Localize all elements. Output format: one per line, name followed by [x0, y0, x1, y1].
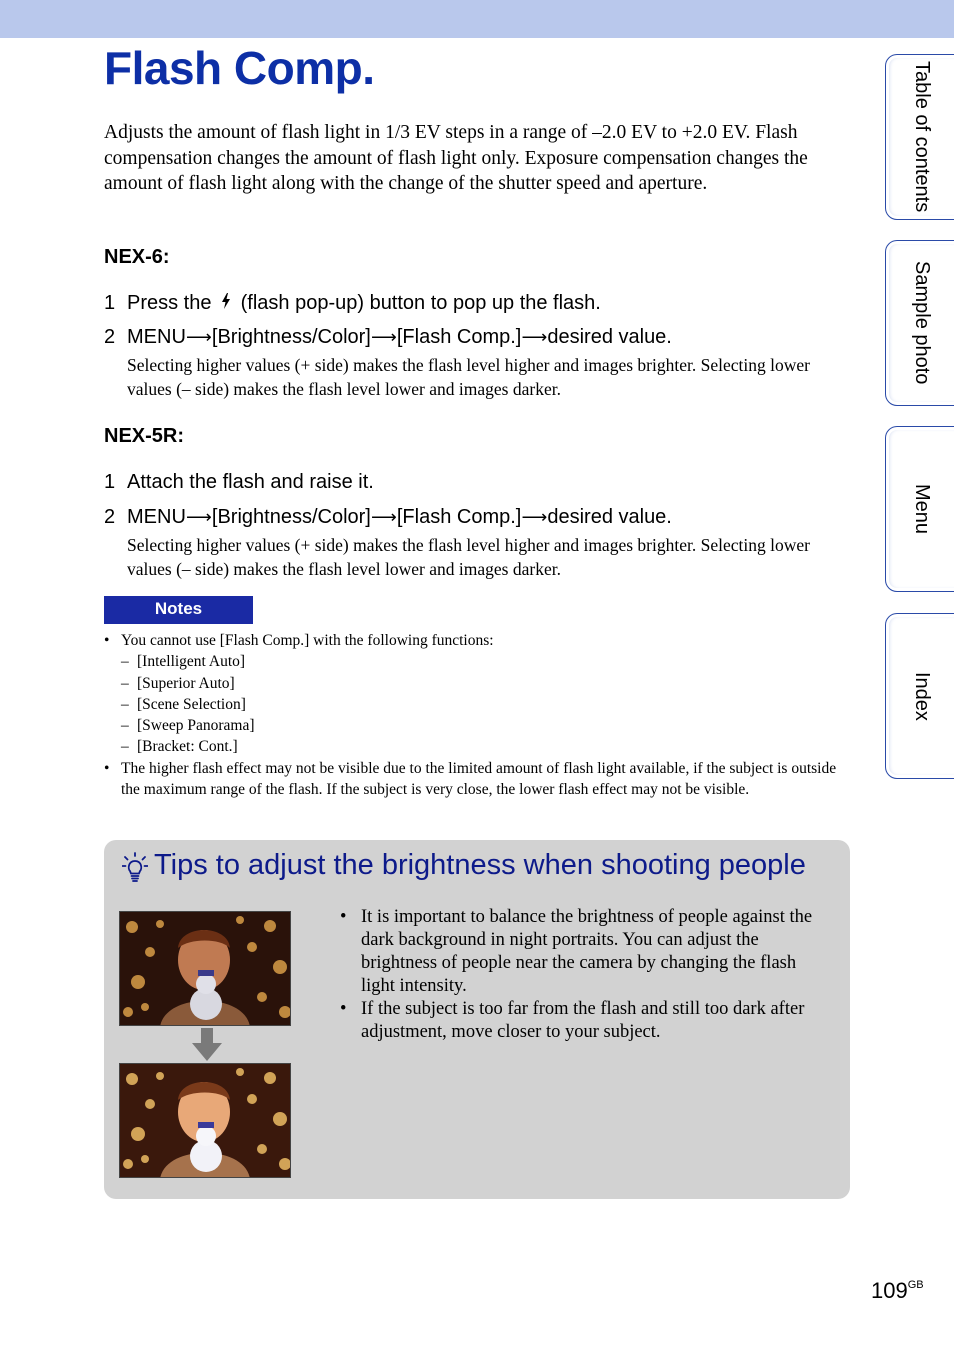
- nex5r-step-2: [104, 504, 844, 530]
- page-title: Flash Comp.: [104, 42, 375, 94]
- step-number: 1: [104, 292, 116, 314]
- menu-path-item: [Flash Comp.]: [396, 326, 522, 348]
- nex6-heading: NEX-6:: [104, 246, 170, 268]
- nex6-step-2: [104, 324, 844, 350]
- page-number: $109^{GB}$: [871, 1278, 924, 1303]
- step-number: 1: [104, 471, 116, 493]
- lightbulb-icon: [122, 852, 148, 882]
- arrow-right-icon: ⟶: [370, 327, 397, 347]
- arrow-right-icon: ⟶: [185, 507, 212, 527]
- menu-path-item: desired value.: [547, 506, 672, 528]
- tip-item: • If the subject is too far from the flash and still too dark after adjustment, move closer to your subject.: [340, 999, 805, 1042]
- tips-box: [104, 840, 850, 1199]
- menu-path-item: [Flash Comp.]: [396, 506, 522, 528]
- note-item: • The higher flash effect may not be visible due to the limited amount of flash light available, if the subject is outside the maximum range of the flash. If the subject is very close, the lower flash effect may not be visible.: [104, 759, 837, 799]
- tips-list: [340, 906, 828, 1044]
- menu-path-item: MENU: [127, 506, 186, 528]
- tip-item: • It is important to balance the brightness of people against the dark background in night portraits. You can adjust the brightness of people near the camera by changing the flash light intensity.: [340, 907, 813, 996]
- menu-path-item: desired value.: [547, 326, 672, 348]
- step-number: 2: [104, 506, 116, 528]
- sample-photo-after: [119, 1063, 291, 1178]
- step-text-before: Press the: [127, 292, 212, 314]
- tab-sample-photo[interactable]: [885, 240, 954, 406]
- nex6-step-description: Selecting higher values (+ side) makes the flash level higher and images brighter. Selecting lower values (– side) makes the flash level lower and images darker.: [127, 355, 810, 399]
- down-arrow-icon: [192, 1028, 222, 1061]
- tab-label: Index: [911, 671, 933, 721]
- sample-photo-before: [119, 911, 291, 1026]
- note-sub-item: – [Scene Selection]: [121, 695, 246, 713]
- note-item: • You cannot use [Flash Comp.] with the following functions:: [104, 632, 494, 649]
- nex5r-heading: NEX-5R:: [104, 425, 185, 447]
- menu-path-item: MENU: [127, 326, 186, 348]
- header-band: [0, 0, 954, 38]
- tab-label: Table of contents: [911, 61, 933, 213]
- tab-menu[interactable]: [885, 426, 954, 592]
- notes-list: [104, 630, 849, 800]
- menu-path-item: [Brightness/Color]: [211, 506, 371, 528]
- tab-index[interactable]: [885, 613, 954, 779]
- tab-label: Menu: [911, 483, 933, 535]
- step-number: 2: [104, 326, 116, 348]
- step-text: Attach the flash and raise it.: [127, 471, 374, 493]
- arrow-right-icon: ⟶: [521, 507, 548, 527]
- arrow-right-icon: ⟶: [370, 507, 397, 527]
- intro-paragraph: Adjusts the amount of flash light in 1/3 EV steps in a range of –2.0 EV to +2.0 EV. Flash compensation changes the amount of flash light only. Exposure compensation changes the amount of flash light along with the change of the shutter speed and aperture.: [104, 122, 808, 194]
- note-sub-item: – [Bracket: Cont.]: [121, 738, 238, 756]
- notes-badge: Notes: [104, 596, 253, 624]
- tips-title: Tips to adjust the brightness when shooting people: [154, 849, 806, 881]
- menu-path-item: [Brightness/Color]: [211, 326, 371, 348]
- nex5r-step-description: Selecting higher values (+ side) makes the flash level higher and images brighter. Selecting lower values (– side) makes the flash level lower and images darker.: [127, 535, 810, 579]
- note-sub-item: – [Sweep Panorama]: [121, 717, 255, 735]
- nex6-step-1: [104, 290, 844, 318]
- arrow-right-icon: ⟶: [521, 327, 548, 347]
- nex5r-step-1: [104, 469, 844, 495]
- tab-label: Sample photo: [911, 261, 933, 385]
- note-sub-item: – [Superior Auto]: [121, 674, 235, 692]
- tab-table-of-contents[interactable]: [885, 54, 954, 220]
- page-number-suffix: GB: [907, 1279, 924, 1291]
- flash-icon: [217, 292, 235, 318]
- arrow-right-icon: ⟶: [185, 327, 212, 347]
- step-text-after: (flash pop-up) button to pop up the flash.: [240, 292, 601, 314]
- note-sub-item: – [Intelligent Auto]: [121, 653, 246, 671]
